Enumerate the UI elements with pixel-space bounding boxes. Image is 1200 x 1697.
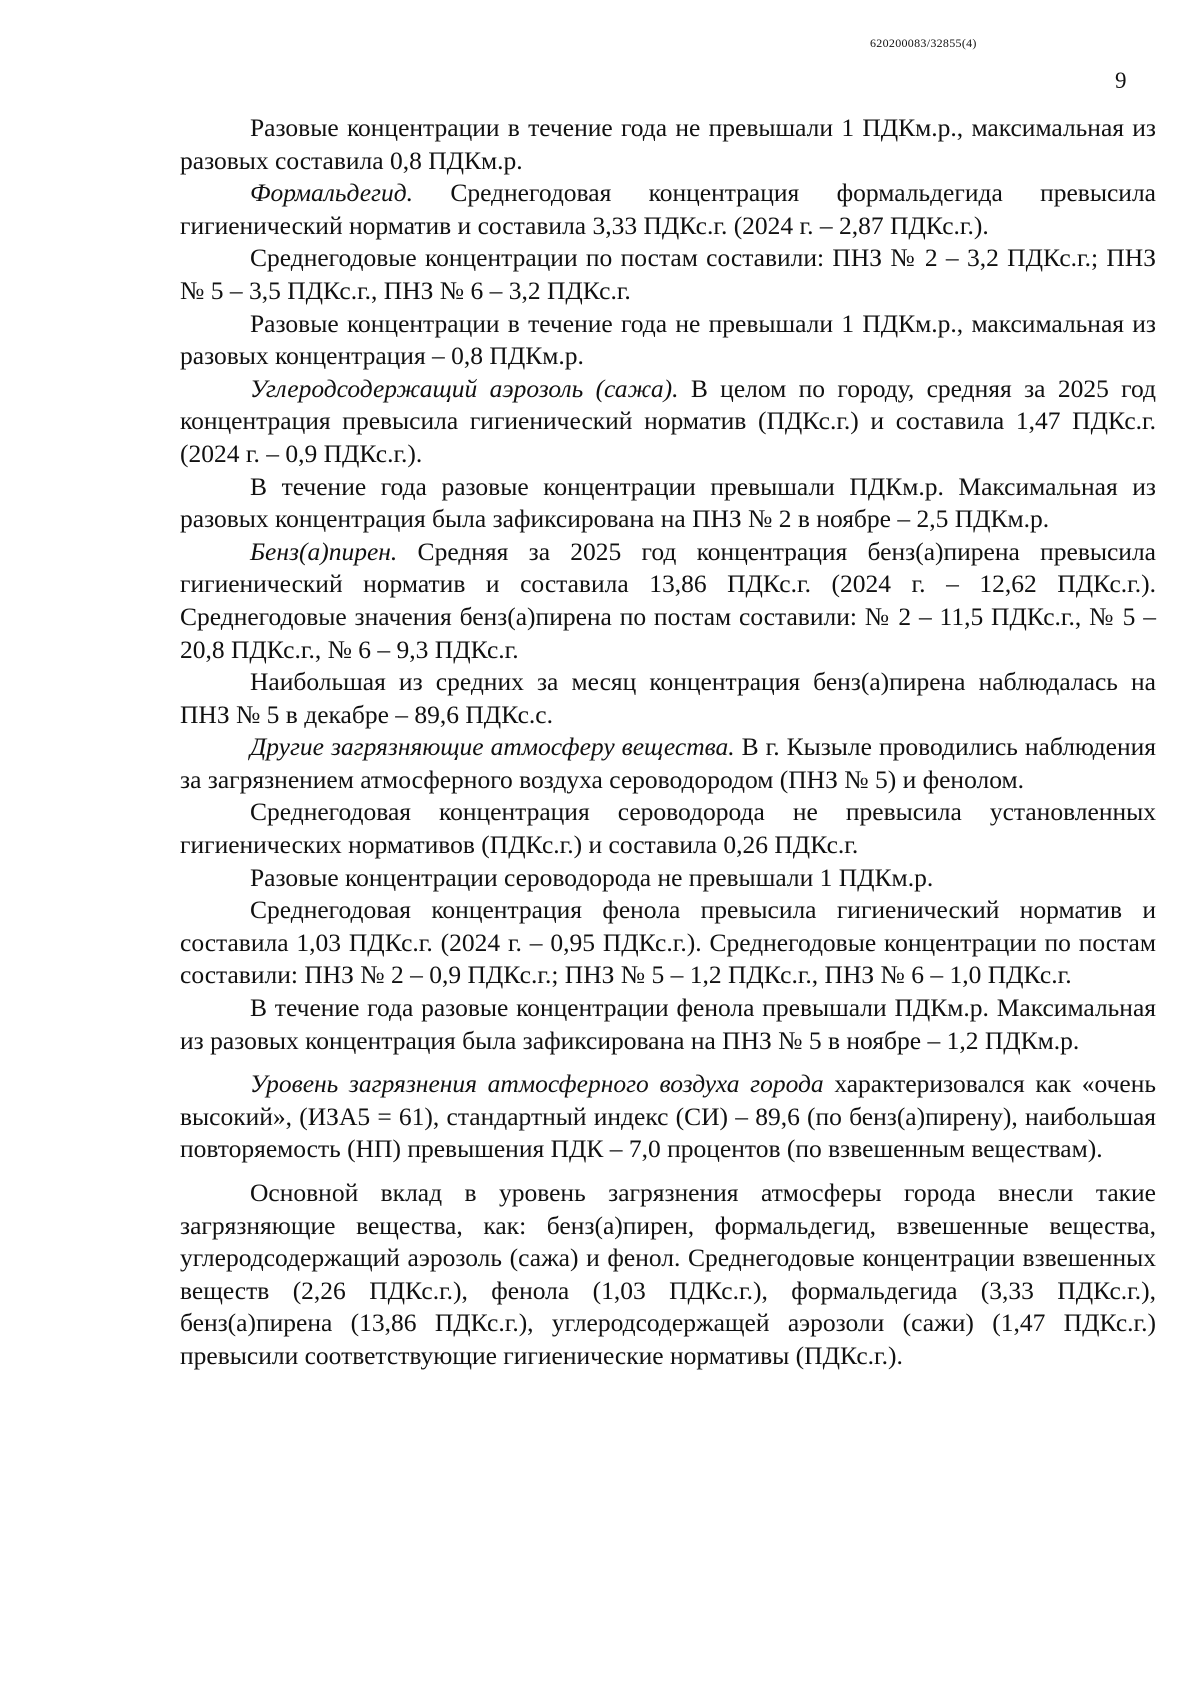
- paragraph-text: В течение года разовые концентрации превышали ПДКм.р. Максимальная из разовых концентрация была зафиксирована на ПНЗ № 2 в ноябре – 2,5 ПДКм.р.: [180, 471, 1156, 534]
- paragraph-text: Разовые концентрации сероводорода не превышали 1 ПДКм.р.: [250, 862, 934, 892]
- paragraph-7: [180, 536, 1156, 666]
- paragraph-1: [180, 112, 1156, 177]
- paragraph-text: Среднегодовые концентрации по постам составили: ПНЗ № 2 – 3,2 ПДКс.г.; ПНЗ № 5 – 3,5 ПДКс.г., ПНЗ № 6 – 3,2 ПДКс.г.: [180, 243, 1156, 305]
- paragraph-term: Углеродсодержащий аэрозоль (сажа).: [250, 373, 679, 403]
- paragraph-term: Формальдегид.: [250, 178, 413, 208]
- paragraph-10: [180, 796, 1156, 861]
- paragraph-15: [180, 1177, 1156, 1373]
- paragraph-text: В целом по городу, средняя за 2025 год концентрация превысила гигиенический норматив (ПДКс.г.) и составила 1,47 ПДКс.г. (2024 г. – 0,9 ПДКс.г.).: [180, 373, 1156, 468]
- paragraph-text: Средняя за 2025 год концентрация бенз(а)пирена превысила гигиенический норматив и составила 13,86 ПДКс.г. (2024 г. – 12,62 ПДКс.г.). Среднегодовые значения бенз(а)пирена по постам составили: № 2 – 11,5 ПДКс.г., № 5 – 20,8 ПДКс.г., № 6 – 9,3 ПДКс.г.: [180, 536, 1156, 664]
- paragraph-text: В г. Кызыле проводились наблюдения за загрязнением атмосферного воздуха сероводородом (ПНЗ № 5) и фенолом.: [180, 732, 1156, 794]
- paragraph-term: Бенз(а)пирен.: [250, 536, 398, 566]
- paragraph-6: [180, 471, 1156, 536]
- paragraph-14: [180, 1068, 1156, 1166]
- paragraph-2: [180, 177, 1156, 242]
- paragraph-13: [180, 992, 1156, 1057]
- paragraph-term: Другие загрязняющие атмосферу вещества.: [250, 732, 735, 762]
- paragraph-3: [180, 242, 1156, 307]
- paragraph-text: Среднегодовая концентрация сероводорода не превысила установленных гигиенических нормативов (ПДКс.г.) и составила 0,26 ПДКс.г.: [180, 797, 1156, 860]
- paragraph-term: Уровень загрязнения атмосферного воздуха города: [250, 1069, 824, 1099]
- paragraph-text: Разовые концентрации в течение года не превышали 1 ПДКм.р., максимальная из разовых составила 0,8 ПДКм.р.: [180, 113, 1156, 175]
- paragraph-text: Среднегодовая концентрация фенола превысила гигиенический норматив и составила 1,03 ПДКс.г. (2024 г. – 0,95 ПДКс.г.). Среднегодовые концентрации по постам составили: ПНЗ № 2 – 0,9 ПДКс.г.; ПНЗ № 5 – 1,2 ПДКс.г., ПНЗ № 6 – 1,0 ПДКс.г.: [180, 895, 1156, 990]
- document-id: 620200083/32855(4): [870, 36, 977, 50]
- paragraph-text: Основной вклад в уровень загрязнения атмосферы города внесли такие загрязняющие вещества, как: бенз(а)пирен, формальдегид, взвешенные вещества, углеродсодержащий аэрозоль (сажа) и фенол. Среднегодовые концентрации взвешенных веществ (2,26 ПДКс.г.), фенола (1,03 ПДКс.г.), формальдегида (3,33 ПДКс.г.), бенз(а)пирена (13,86 ПДКс.г.), углеродсодержащей аэрозоли (сажи) (1,47 ПДКс.г.) превысили соответствующие гигиенические нормативы (ПДКс.г.).: [180, 1178, 1156, 1370]
- paragraph-text: В течение года разовые концентрации фенола превышали ПДКм.р. Максимальная из разовых концентрация была зафиксирована на ПНЗ № 5 в ноябре – 1,2 ПДКм.р.: [180, 993, 1156, 1055]
- paragraph-text: Наибольшая из средних за месяц концентрация бенз(а)пирена наблюдалась на ПНЗ № 5 в декабре – 89,6 ПДКс.с.: [180, 667, 1156, 729]
- paragraph-text: Разовые концентрации в течение года не превышали 1 ПДКм.р., максимальная из разовых концентрация – 0,8 ПДКм.р.: [180, 308, 1156, 371]
- paragraph-5: [180, 373, 1156, 471]
- paragraph-4: [180, 308, 1156, 373]
- paragraph-12: [180, 894, 1156, 992]
- paragraph-11: [180, 862, 1156, 895]
- paragraph-9: [180, 731, 1156, 796]
- page-number: 9: [1115, 68, 1127, 93]
- paragraph-text: Среднегодовая концентрация формальдегида превысила гигиенический норматив и составила 3,33 ПДКс.г. (2024 г. – 2,87 ПДКс.г.).: [180, 178, 1156, 240]
- paragraph-text: характеризовался как «очень высокий», (ИЗА5 = 61), стандартный индекс (СИ) – 89,6 (по бенз(а)пирену), наибольшая повторяемость (НП) превышения ПДК – 7,0 процентов (по взвешенным веществам).: [180, 1069, 1156, 1164]
- page-body: [180, 112, 1156, 1373]
- paragraph-8: [180, 666, 1156, 731]
